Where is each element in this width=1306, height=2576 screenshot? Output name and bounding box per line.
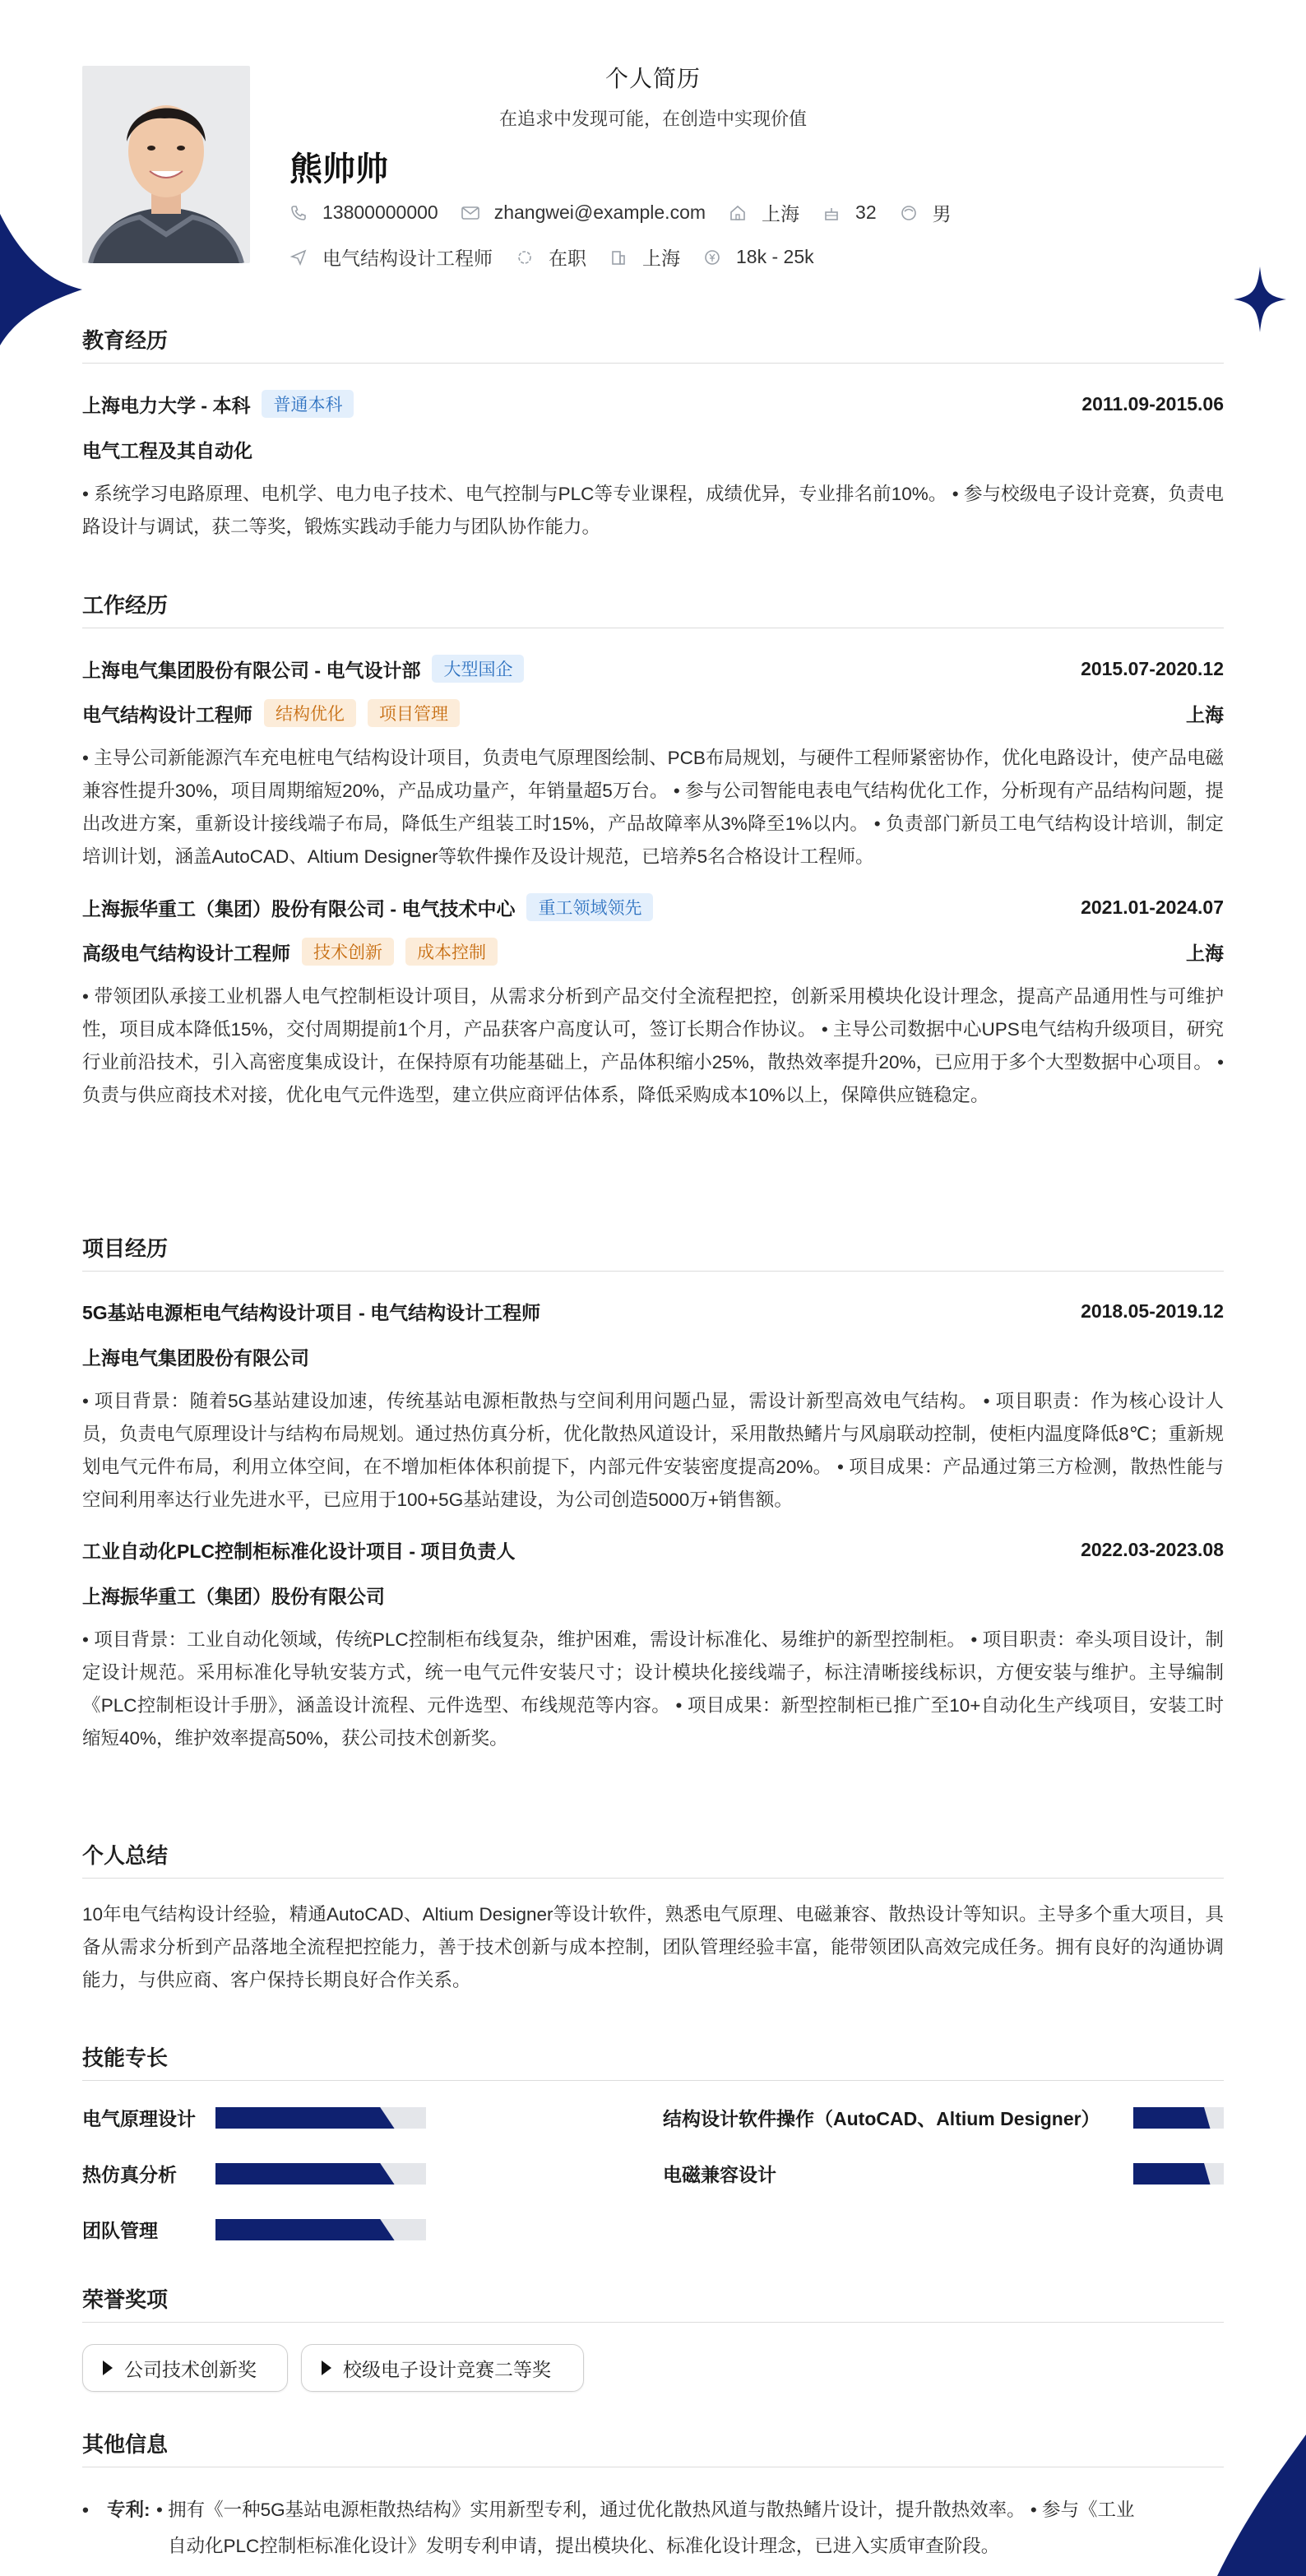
section-title: 项目经历 (82, 1232, 1224, 1272)
other-info-section (82, 2428, 1224, 2568)
project-company-row (82, 1343, 1224, 1370)
skill-bar (1133, 2163, 1224, 2185)
skill-name: 电气原理设计 (82, 2108, 196, 2129)
project-header (82, 1536, 1224, 1564)
resume-header (82, 0, 1224, 271)
work-city: 上海 (1186, 703, 1224, 725)
gender-info (900, 199, 952, 226)
phone-info (289, 202, 438, 224)
coin-icon (703, 248, 721, 266)
project-company-row (82, 1582, 1224, 1609)
work-item-header (82, 655, 1224, 683)
home-icon (729, 204, 747, 222)
bullet: • (82, 2500, 89, 2520)
salary-range: 18k - 25k (736, 246, 814, 267)
patent-line-1: • 拥有《一种5G基站电源柜散热结构》实用新型专利，通过优化散热风道与散热鳍片设计，提升散热效率。 • 参与《工业 (156, 2500, 1135, 2520)
skill-bar-fill (1133, 2107, 1211, 2129)
email-info (461, 202, 706, 224)
project-header (82, 1298, 1224, 1325)
person-icon (900, 204, 918, 222)
location-info (729, 199, 799, 226)
age: 32 (855, 202, 877, 223)
patent-line-2: 自动化PLC控制柜标准化设计》发明专利申请，提出模块化、标准化设计理念，已进入实质审查阶段。 (168, 2536, 1000, 2556)
role-title: 电气结构设计工程师 (82, 703, 252, 725)
job-intent-row (289, 243, 837, 271)
gender: 男 (932, 203, 952, 225)
project-name: 5G基站电源柜电气结构设计项目 - 电气结构设计工程师 (82, 1302, 541, 1323)
education-section (82, 324, 1224, 544)
skill-bar (215, 2219, 426, 2240)
section-title: 教育经历 (82, 324, 1224, 364)
resume-page (82, 0, 1224, 2556)
summary-text: 10年电气结构设计经验，精通AutoCAD、Altium Designer等设计软件，熟悉电气原理、电磁兼容、散热设计等知识。主导多个重大项目，具备从需求分析到产品落地全流程把控能力，善于技术创新与成本控制，团队管理经验丰富，能带领团队高效完成任务。拥有良好的沟通协调能力，与供应商、客户保持长期良好合作关系。 (82, 1904, 1224, 1990)
projects-section (82, 1232, 1224, 1755)
section-title: 技能专长 (82, 2041, 1224, 2081)
patent-item (82, 2492, 1224, 2564)
candidate-name: 熊帅帅 (289, 151, 388, 188)
skill-bar (1133, 2107, 1224, 2129)
section-title: 其他信息 (82, 2428, 1224, 2467)
skill-tag: 项目管理 (368, 699, 460, 727)
employment-status: 在职 (549, 248, 586, 269)
sparkle-star-icon (1234, 266, 1286, 332)
project-company: 上海振华重工（集团）股份有限公司 (82, 1586, 385, 1607)
phone-number: 13800000000 (322, 202, 438, 223)
section-title: 荣誉奖项 (82, 2283, 1224, 2323)
school-tag: 普通本科 (262, 390, 354, 418)
project-name: 工业自动化PLC控制柜标准化设计项目 - 项目负责人 (82, 1541, 516, 1562)
school-name: 上海电力大学 - 本科 (82, 394, 251, 416)
target-city: 上海 (642, 248, 680, 269)
skill-bar-fill (1133, 2163, 1211, 2185)
section-title: 工作经历 (82, 589, 1224, 628)
award-label: 校级电子设计竞赛二等奖 (343, 2358, 551, 2380)
work-city: 上海 (1186, 942, 1224, 964)
education-header-row (82, 390, 1224, 418)
mail-icon (461, 204, 479, 222)
company-name: 上海振华重工（集团）股份有限公司 - 电气技术中心 (82, 897, 516, 920)
skills-section (82, 2041, 1224, 2247)
project-date: 2022.03-2023.08 (1081, 1539, 1224, 1560)
status-info (516, 243, 586, 271)
email-address: zhangwei@example.com (493, 202, 706, 223)
section-title: 个人总结 (82, 1839, 1224, 1879)
project-description: • 项目背景：随着5G基站建设加速，传统基站电源柜散热与空间利用问题凸显，需设计新型高效电气结构。 • 项目职责：作为核心设计人员，负责电气原理设计与结构布局规划。通过热仿真分析，优化散热风道设计，采用散热鳍片与风扇联动控制，使柜内温度降低8℃；重新规划电气元件布局，利用立体空间，在不增加柜体体积前提下，内部元件安装密度提高20%。 • 项目成果：产品通过第三方检测，散热性能与空间利用率达行业先进水平，已应用于100+5G基站建设，为公司创造5000万+销售额。 (82, 1391, 1224, 1510)
play-triangle-icon (103, 2361, 113, 2375)
job-title: 电气结构设计工程师 (322, 248, 493, 269)
refresh-icon (516, 248, 534, 266)
salary-info (703, 246, 814, 268)
skill-name: 电磁兼容设计 (663, 2164, 776, 2185)
skill-name: 热仿真分析 (82, 2164, 177, 2185)
award-label: 公司技术创新奖 (124, 2358, 257, 2380)
work-role-row (82, 699, 1224, 727)
age-info (822, 202, 877, 224)
skill-tag: 成本控制 (405, 938, 498, 966)
award-chip[interactable] (301, 2344, 584, 2392)
education-description: • 系统学习电路原理、电机学、电力电子技术、电气控制与PLC等专业课程，成绩优异，专业排名前10%。 • 参与校级电子设计竞赛，负责电路设计与调试，获二等奖，锻炼实践动手能力与团队协作能力。 (82, 484, 1224, 537)
major-row (82, 436, 1224, 463)
awards-section (82, 2283, 1224, 2415)
award-chip[interactable] (82, 2344, 288, 2392)
location: 上海 (762, 203, 800, 225)
skill-bar (215, 2163, 426, 2185)
skill-name: 结构设计软件操作（AutoCAD、Altium Designer） (663, 2108, 1100, 2129)
role-title: 高级电气结构设计工程师 (82, 942, 290, 964)
contact-row (289, 199, 975, 226)
skill-bar (215, 2107, 426, 2129)
top-left-corner-decoration (0, 0, 90, 345)
skill-tag: 结构优化 (264, 699, 356, 727)
company-tag: 大型国企 (432, 655, 524, 683)
work-date: 2021.01-2024.07 (1081, 896, 1224, 918)
job-title-info (289, 243, 493, 271)
major: 电气工程及其自动化 (82, 440, 252, 461)
education-date: 2011.09-2015.06 (1081, 392, 1224, 415)
cake-icon (822, 204, 841, 222)
play-triangle-icon (322, 2361, 331, 2375)
avatar (82, 66, 250, 263)
skill-bar-fill (215, 2163, 395, 2185)
skill-tag: 技术创新 (302, 938, 394, 966)
work-description: • 带领团队承接工业机器人电气控制柜设计项目，从需求分析到产品交付全流程把控，创新采用模块化设计理念，提高产品通用性与可维护性，项目成本降低15%，交付周期提前1个月，产品获客户高度认可，签订长期合作协议。 • 主导公司数据中心UPS电气结构升级项目，研究行业前沿技术，引入高密度集成设计，在保持原有功能基础上，产品体积缩小25%，散热效率提升20%，已应用于多个大型数据中心项目。 • 负责与供应商技术对接，优化电气元件选型，建立供应商评估体系，降低采购成本10%以上，保障供应链稳定。 (82, 986, 1224, 1105)
building-icon (609, 248, 628, 266)
send-icon (289, 248, 308, 266)
page-title: 个人简历 (604, 66, 701, 91)
phone-icon (289, 204, 308, 222)
project-company: 上海电气集团股份有限公司 (82, 1347, 309, 1369)
skill-bar-fill (215, 2219, 395, 2240)
company-name: 上海电气集团股份有限公司 - 电气设计部 (82, 659, 421, 681)
work-description: • 主导公司新能源汽车充电桩电气结构设计项目，负责电气原理图绘制、PCB布局规划，与硬件工程师紧密协作，优化电路设计，使产品电磁兼容性提升30%，项目周期缩短20%，产品成功量产，年销量超5万台。 • 参与公司智能电表电气结构优化工作，分析现有产品结构问题，提出改进方案，重新设计接线端子布局，降低生产组装工时15%，产品故障率从3%降至1%以内。 • 负责部门新员工电气结构设计培训，制定培训计划，涵盖AutoCAD、Altium Designer等软件操作及设计规范，已培养5名合格设计工程师。 (82, 748, 1224, 867)
project-description: • 项目背景：工业自动化领域，传统PLC控制柜布线复杂，维护困难，需设计标准化、易维护的新型控制柜。 • 项目职责：牵头项目设计，制定设计规范。采用标准化导轨安装方式，统一电气元件安装尺寸；设计模块化接线端子，标注清晰接线标识，方便安装与维护。主导编制《PLC控制柜设计手册》，涵盖设计流程、元件选型、布线规范等内容。 • 项目成果：新型控制柜已推广至10+自动化生产线项目，安装工时缩短40%，维护效率提高50%，获公司技术创新奖。 (82, 1629, 1224, 1749)
patent-label: 专利: (107, 2500, 151, 2520)
work-date: 2015.07-2020.12 (1081, 657, 1224, 679)
skill-name: 团队管理 (82, 2220, 158, 2241)
company-tag: 重工领域领先 (526, 893, 653, 921)
motto: 在追求中发现可能，在创造中实现价值 (498, 109, 807, 129)
work-section (82, 589, 1224, 1112)
work-item-header (82, 893, 1224, 921)
project-date: 2018.05-2019.12 (1081, 1300, 1224, 1322)
target-city-info (609, 243, 680, 271)
work-role-row (82, 938, 1224, 966)
summary-section (82, 1839, 1224, 1997)
skill-bar-fill (215, 2107, 395, 2129)
bottom-right-corner-decoration (1217, 2435, 1306, 2576)
